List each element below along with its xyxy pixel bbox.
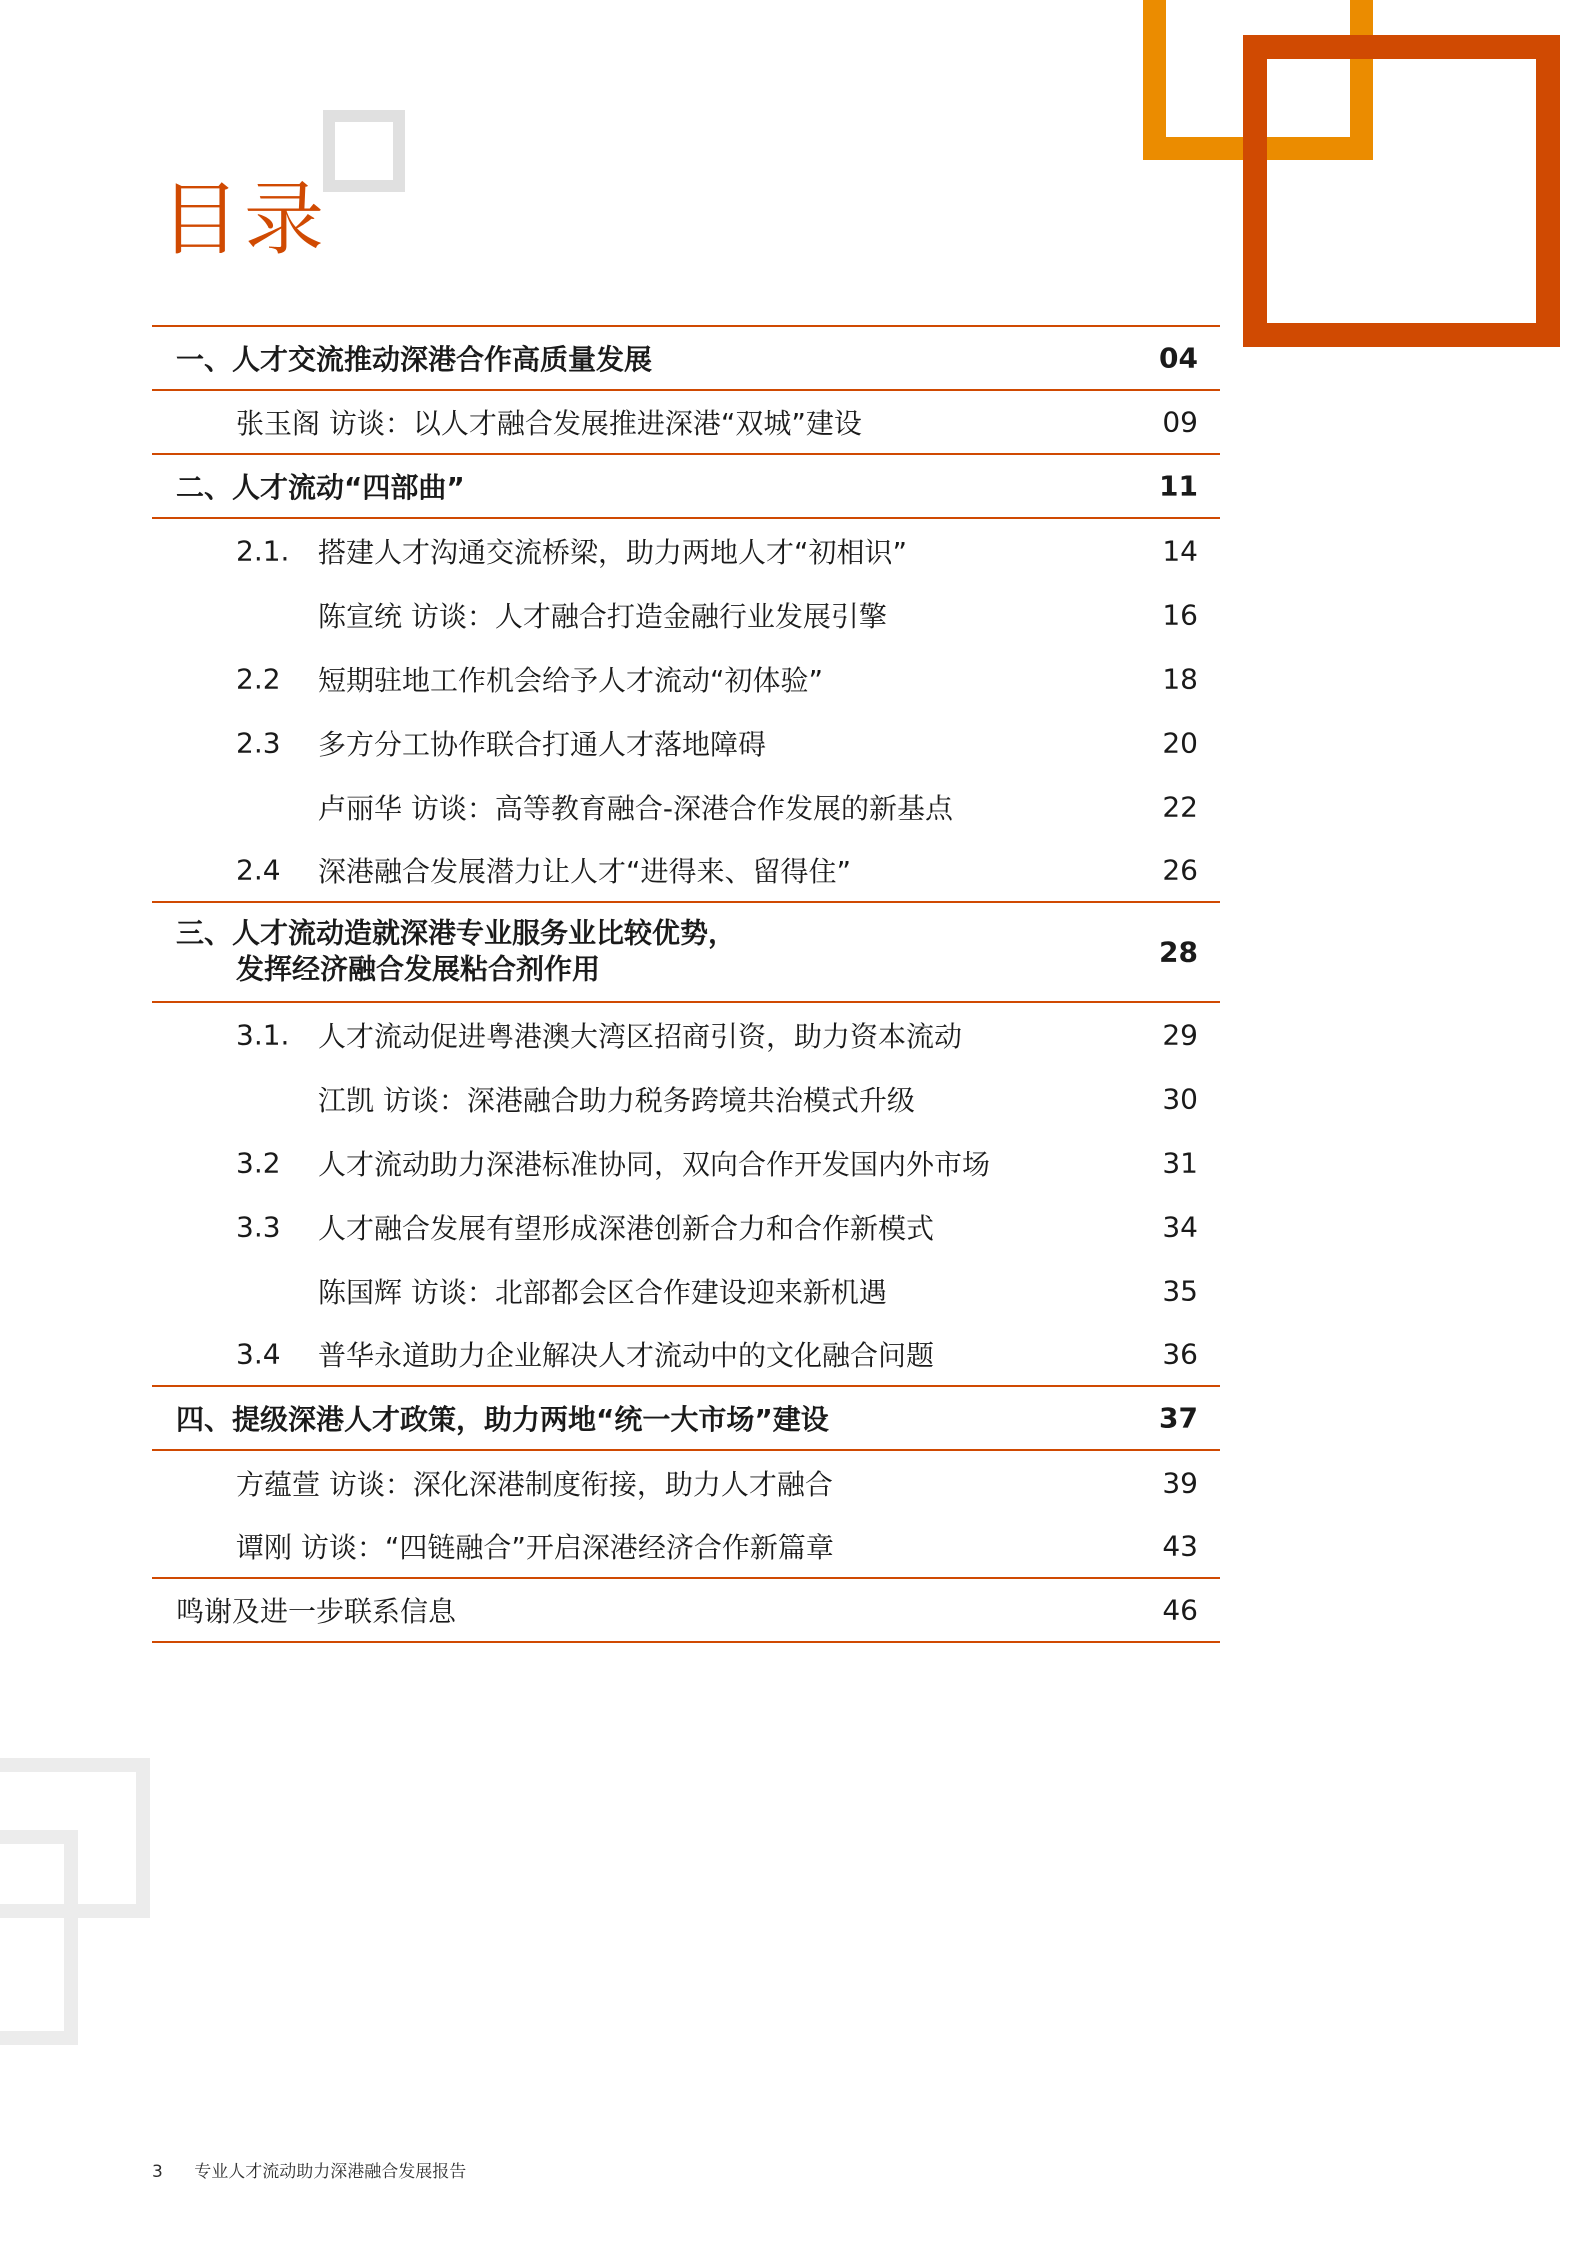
toc-page-number: 16 <box>1162 598 1198 632</box>
toc-entry-text: 鸣谢及进一步联系信息 <box>176 1595 457 1628</box>
toc-entry-section[interactable] <box>152 711 1220 775</box>
toc-entry-text: 深港融合发展潜力让人才“进得来、留得住” <box>318 855 852 888</box>
toc-page-number: 20 <box>1162 726 1198 760</box>
toc-entry-section[interactable] <box>152 647 1220 711</box>
toc-entry-text: 人才流动助力深港标准协同，双向合作开发国内外市场 <box>318 1148 991 1181</box>
toc-page-number: 11 <box>1159 469 1198 503</box>
toc-entry-interview[interactable] <box>152 1451 1220 1515</box>
toc-section-number: 3.3 <box>236 1210 281 1244</box>
toc-entry-text: 搭建人才沟通交流桥梁，助力两地人才“初相识” <box>318 536 908 569</box>
toc-page-number: 43 <box>1162 1529 1198 1563</box>
toc-entry-text: 方蕴萱 访谈：深化深港制度衔接，助力人才融合 <box>236 1468 833 1501</box>
toc-entry-text: 卢丽华 访谈：高等教育融合-深港合作发展的新基点 <box>318 792 954 825</box>
table-of-contents <box>152 325 1220 1643</box>
toc-entry-interview[interactable] <box>152 391 1220 455</box>
toc-entry-text: 人才流动促进粤港澳大湾区招商引资，助力资本流动 <box>318 1020 963 1053</box>
toc-page-number: 28 <box>1159 935 1198 969</box>
toc-page-number: 35 <box>1162 1274 1198 1308</box>
toc-entry-chapter-2[interactable] <box>152 455 1220 519</box>
toc-page-number: 46 <box>1162 1593 1198 1627</box>
decorative-grey-square <box>323 110 405 192</box>
page-footer <box>152 2157 466 2182</box>
toc-entry-section[interactable] <box>152 1195 1220 1259</box>
toc-page-number: 04 <box>1159 341 1198 375</box>
toc-entry-text: 陈宣统 访谈：人才融合打造金融行业发展引擎 <box>318 600 887 633</box>
toc-entry-interview[interactable] <box>152 1259 1220 1323</box>
toc-page-number: 29 <box>1162 1018 1198 1052</box>
toc-section-number: 2.4 <box>236 853 281 887</box>
toc-page-number: 34 <box>1162 1210 1198 1244</box>
toc-entry-text: 短期驻地工作机会给予人才流动“初体验” <box>318 664 824 697</box>
toc-entry-interview[interactable] <box>152 775 1220 839</box>
toc-page-number: 26 <box>1162 853 1198 887</box>
toc-entry-chapter-1[interactable] <box>152 327 1220 391</box>
toc-entry-text: 陈国辉 访谈：北部都会区合作建设迎来新机遇 <box>318 1276 887 1309</box>
toc-entry-text: 四、提级深港人才政策，助力两地“统一大市场”建设 <box>176 1403 829 1436</box>
toc-entry-section[interactable] <box>152 519 1220 583</box>
toc-section-number: 3.2 <box>236 1146 281 1180</box>
toc-entry-interview[interactable] <box>152 1067 1220 1131</box>
toc-entry-text-line-1: 三、人才流动造就深港专业服务业比较优势， <box>176 916 737 950</box>
toc-entry-interview[interactable] <box>152 583 1220 647</box>
toc-entry-section[interactable] <box>152 839 1220 903</box>
toc-entry-text: 张玉阁 访谈：以人才融合发展推进深港“双城”建设 <box>236 407 862 440</box>
toc-entry-text-line-2: 发挥经济融合发展粘合剂作用 <box>236 953 601 986</box>
toc-entry-text <box>176 916 736 989</box>
toc-section-number: 3.4 <box>236 1337 281 1371</box>
decorative-grey-frame-left-lower <box>0 1830 78 2045</box>
toc-page-number: 31 <box>1162 1146 1198 1180</box>
toc-section-number: 3.1. <box>236 1018 290 1052</box>
toc-page-number: 37 <box>1159 1401 1198 1435</box>
page-title: 目录 <box>160 173 328 266</box>
toc-entry-text: 一、人才交流推动深港合作高质量发展 <box>176 343 653 376</box>
toc-entry-text: 人才融合发展有望形成深港创新合力和合作新模式 <box>318 1212 935 1245</box>
toc-page-number: 18 <box>1162 662 1198 696</box>
toc-entry-chapter-4[interactable] <box>152 1387 1220 1451</box>
toc-section-number: 2.3 <box>236 726 281 760</box>
toc-entry-acknowledgements[interactable] <box>152 1579 1220 1643</box>
footer-page-number: 3 <box>152 2162 163 2182</box>
toc-section-number: 2.1. <box>236 534 290 568</box>
toc-page-number: 09 <box>1162 405 1198 439</box>
toc-entry-text: 谭刚 访谈：“四链融合”开启深港经济合作新篇章 <box>236 1531 834 1564</box>
toc-page-number: 30 <box>1162 1082 1198 1116</box>
toc-entry-text: 多方分工协作联合打通人才落地障碍 <box>318 728 767 761</box>
toc-entry-text: 二、人才流动“四部曲” <box>176 471 465 504</box>
toc-entry-interview[interactable] <box>152 1515 1220 1579</box>
decorative-red-square <box>1243 35 1560 347</box>
toc-entry-chapter-3[interactable] <box>152 903 1220 1003</box>
toc-entry-section[interactable] <box>152 1131 1220 1195</box>
toc-entry-text: 江凯 访谈：深港融合助力税务跨境共治模式升级 <box>318 1084 915 1117</box>
toc-page-number: 36 <box>1162 1337 1198 1371</box>
toc-page-number: 22 <box>1162 790 1198 824</box>
footer-report-title: 专业人才流动助力深港融合发展报告 <box>194 2162 467 2182</box>
toc-page-number: 14 <box>1162 534 1198 568</box>
toc-section-number: 2.2 <box>236 662 281 696</box>
toc-entry-section[interactable] <box>152 1323 1220 1387</box>
toc-entry-text: 普华永道助力企业解决人才流动中的文化融合问题 <box>318 1339 935 1372</box>
toc-entry-section[interactable] <box>152 1003 1220 1067</box>
toc-page-number: 39 <box>1162 1466 1198 1500</box>
